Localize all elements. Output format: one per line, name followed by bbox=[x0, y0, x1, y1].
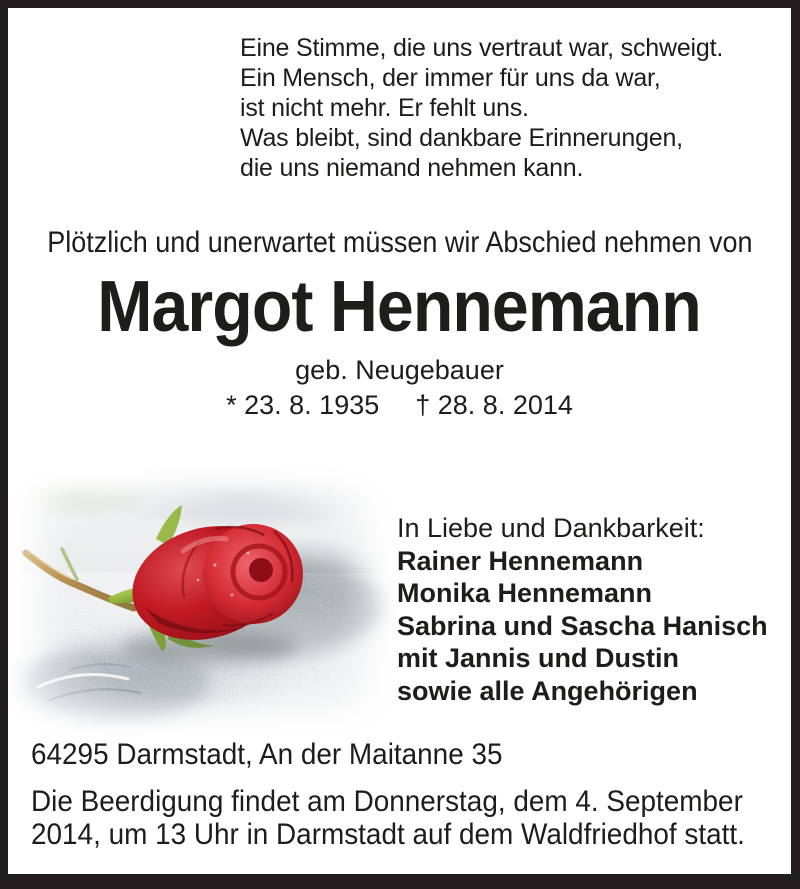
family-block bbox=[397, 512, 768, 707]
deceased-name-text: Margot Hennemann bbox=[97, 267, 702, 347]
family-name: sowie alle Angehörigen bbox=[397, 675, 698, 706]
intro-text: Plötzlich und unerwartet müssen wir Abschied nehmen von bbox=[47, 226, 753, 259]
deceased-name bbox=[8, 267, 791, 347]
birth-date: * 23. 8. 1935 bbox=[226, 390, 380, 420]
family-name: Sabrina und Sascha Hanisch bbox=[397, 610, 768, 641]
maiden-name: geb. Neugebauer bbox=[295, 355, 504, 385]
funeral-info-line: Die Beerdigung findet am Donnerstag, dem 4. September bbox=[31, 785, 743, 818]
intro-line bbox=[8, 226, 791, 260]
poem-line: ist nicht mehr. Er fehlt uns. bbox=[240, 94, 529, 122]
funeral-info-line: 2014, um 13 Uhr in Darmstadt auf dem Waldfriedhof statt. bbox=[31, 818, 745, 851]
family-name: Rainer Hennemann bbox=[397, 545, 644, 576]
life-dates bbox=[8, 389, 791, 421]
poem-line: Was bleibt, sind dankbare Erinnerungen, bbox=[240, 124, 683, 152]
rose-illustration bbox=[10, 455, 395, 736]
notice-inner-frame bbox=[8, 8, 791, 874]
address-line: 64295 Darmstadt, An der Maitanne 35 bbox=[31, 738, 503, 771]
poem-line: Eine Stimme, die uns vertraut war, schweigt. bbox=[240, 34, 724, 62]
poem-line: die uns niemand nehmen kann. bbox=[240, 154, 584, 182]
funeral-info bbox=[31, 785, 745, 851]
death-date: † 28. 8. 2014 bbox=[415, 390, 573, 420]
rose-photo bbox=[10, 455, 395, 736]
poem-line: Ein Mensch, der immer für uns da war, bbox=[240, 64, 661, 92]
memorial-poem bbox=[240, 33, 723, 183]
family-label: In Liebe und Dankbarkeit: bbox=[397, 513, 705, 543]
family-name: Monika Hennemann bbox=[397, 578, 653, 608]
family-name: mit Jannis und Dustin bbox=[397, 643, 680, 673]
family-names bbox=[397, 545, 768, 708]
